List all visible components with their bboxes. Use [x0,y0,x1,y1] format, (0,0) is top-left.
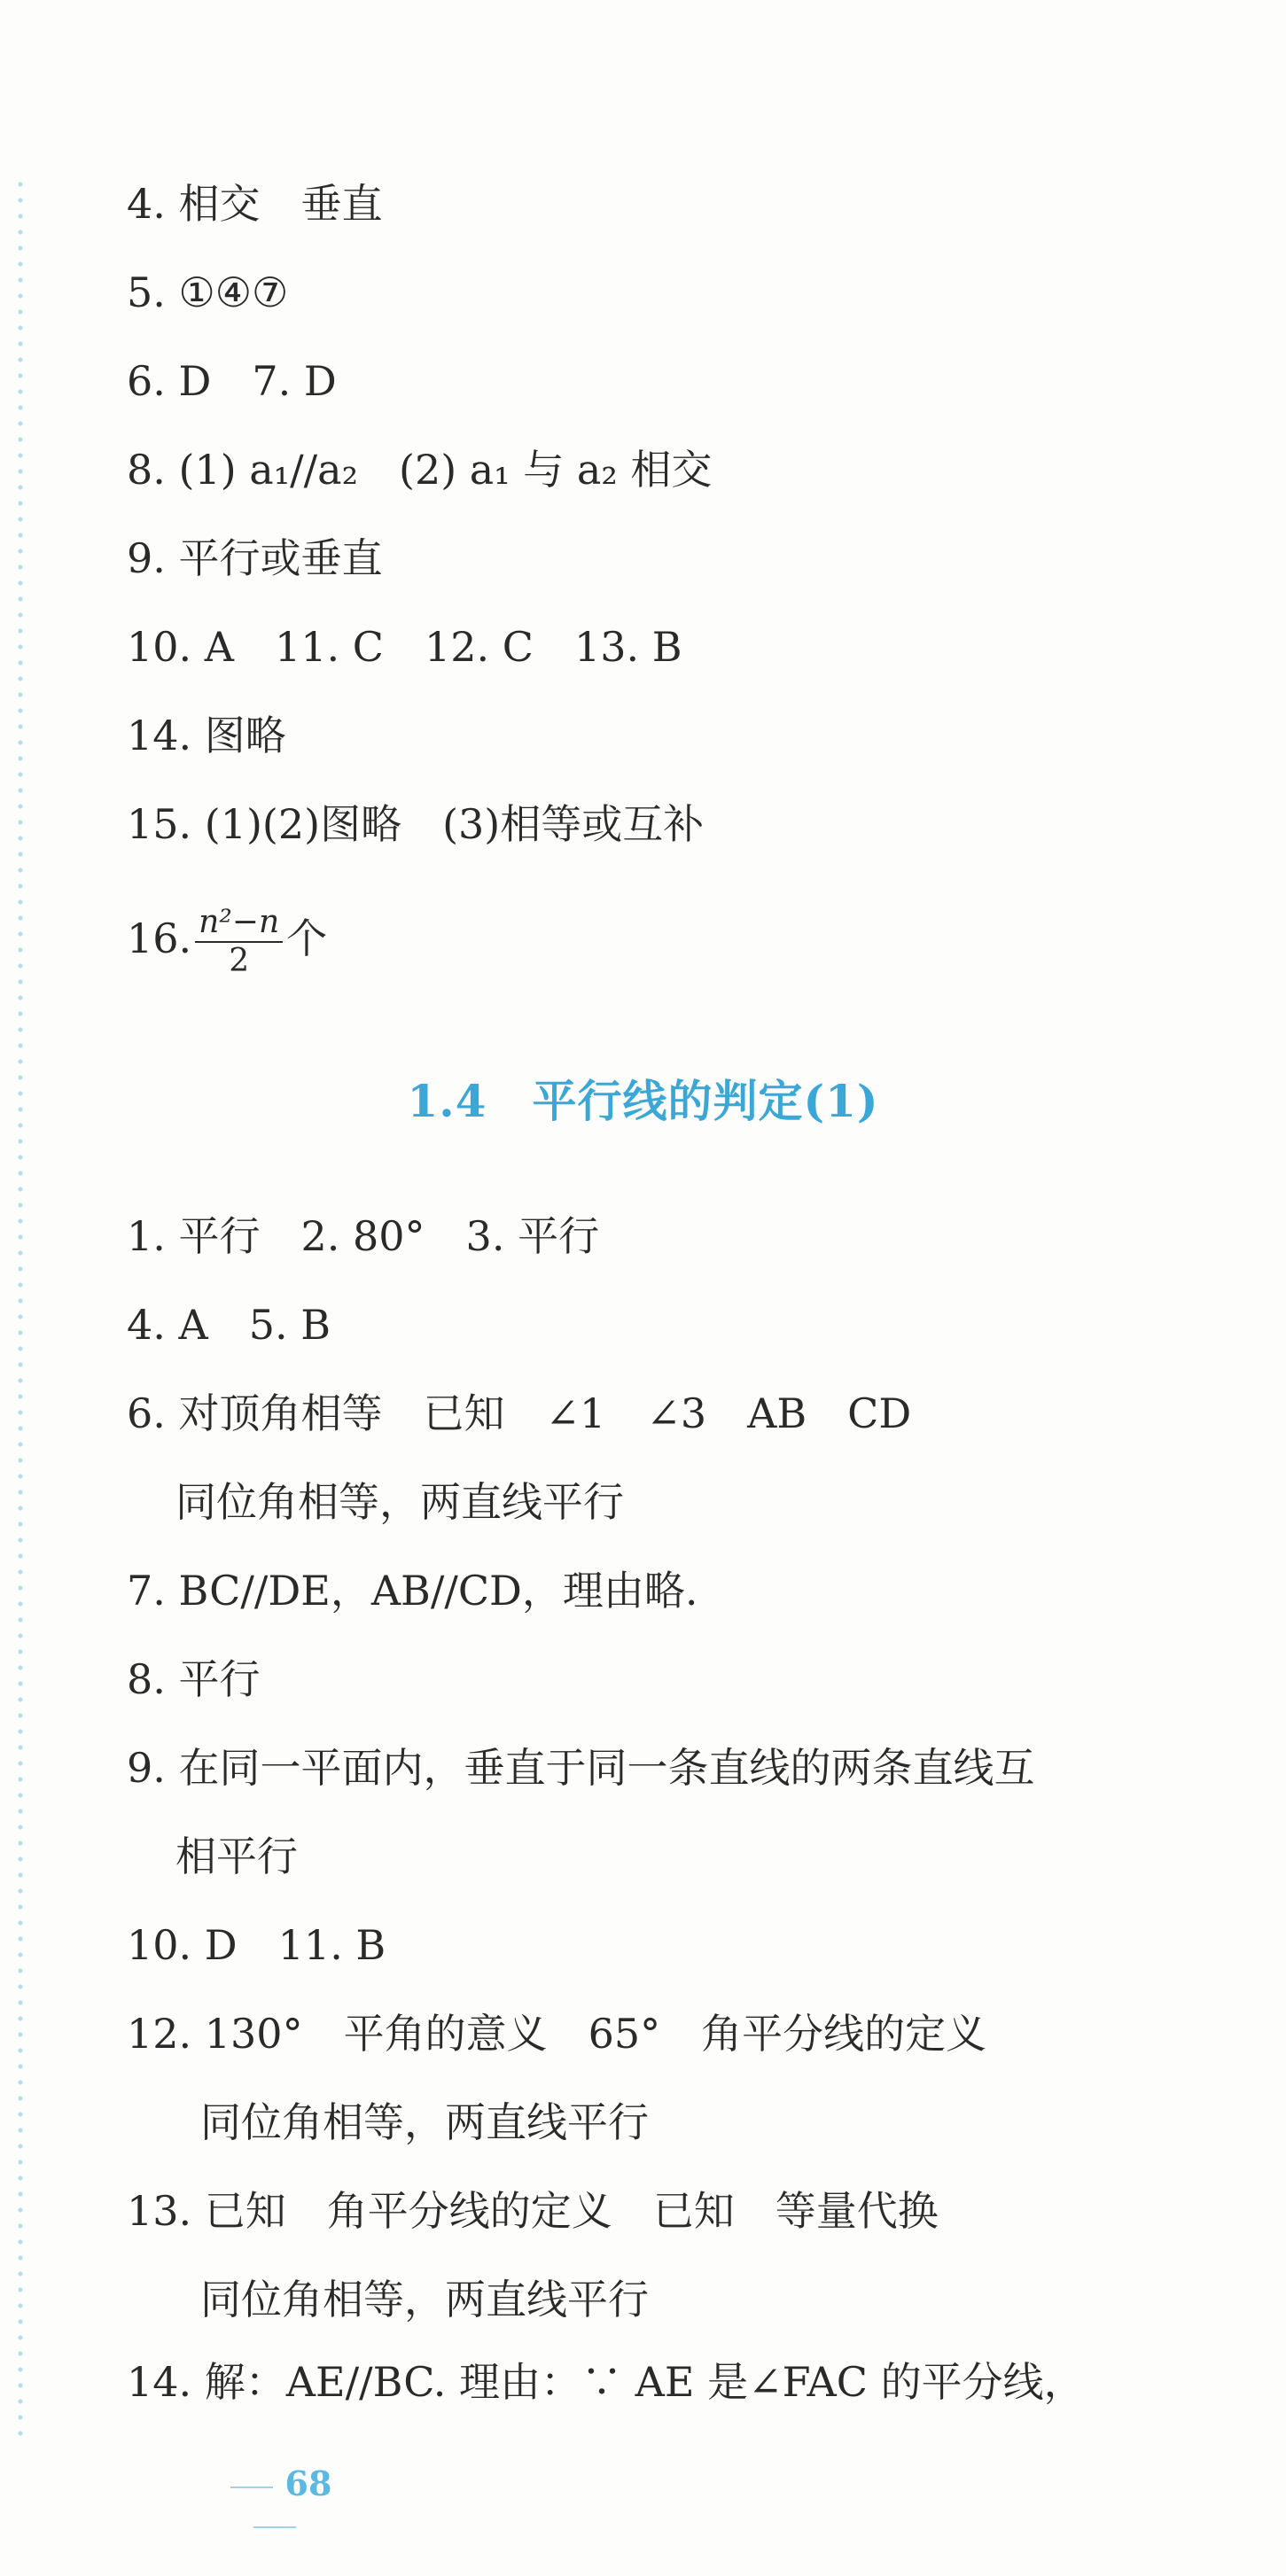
answer-line: 10. A 11. C 12. C 13. B [127,623,682,671]
answer-line: 1. 平行 2. 80° 3. 平行 [127,1212,600,1260]
answer-line-continued: 同位角相等，两直线平行 [200,2276,649,2323]
answer-line: 14. 解：AE//BC. 理由：∵ AE 是∠FAC 的平分线， [127,2358,1085,2406]
answer-line: 8. 平行 [127,1655,261,1703]
answer-line: 10. D 11. B [127,1921,386,1969]
answer-line: 9. 在同一平面内，垂直于同一条直线的两条直线互 [127,1744,1035,1792]
q16-suffix: 个 [286,914,328,962]
fraction [195,904,283,980]
page-number: 68 [284,2463,332,2503]
answer-line: 4. A 5. B [127,1301,331,1349]
answer-line: 15. (1)(2)图略 (3)相等或互补 [127,800,705,848]
answer-line: 4. 相交 垂直 [127,180,383,228]
answer-line: 7. BC//DE，AB//CD，理由略. [127,1567,698,1615]
answer-line: 14. 图略 [127,712,286,759]
answer-line: 13. 已知 角平分线的定义 已知 等量代换 [127,2187,939,2235]
footer-dash-left [230,2487,273,2488]
answer-line: 6. D 7. D [127,357,337,405]
answer-line: 9. 平行或垂直 [127,534,383,582]
answer-line: 12. 130° 平角的意义 65° 角平分线的定义 [127,2010,987,2058]
answer-line: 5. ①④⑦ [127,268,289,316]
fraction-denominator: 2 [229,943,250,979]
q16-prefix: 16. [127,914,192,962]
answer-line-continued: 同位角相等，两直线平行 [200,2098,649,2146]
fraction-numerator: n²−n [195,904,283,943]
footer-dash-right [253,2526,296,2528]
answer-line-continued: 相平行 [175,1833,298,1880]
page-number-footer [191,2463,359,2543]
binding-edge-decoration [16,177,25,2446]
answer-line-16 [127,904,327,980]
answer-line: 8. (1) a₁//a₂ (2) a₁ 与 a₂ 相交 [127,446,713,494]
answer-line: 6. 对顶角相等 已知 ∠1 ∠3 AB CD [127,1389,912,1437]
answer-line-continued: 同位角相等，两直线平行 [175,1478,624,1526]
section-heading: 1.4 平行线的判定(1) [407,1075,879,1127]
